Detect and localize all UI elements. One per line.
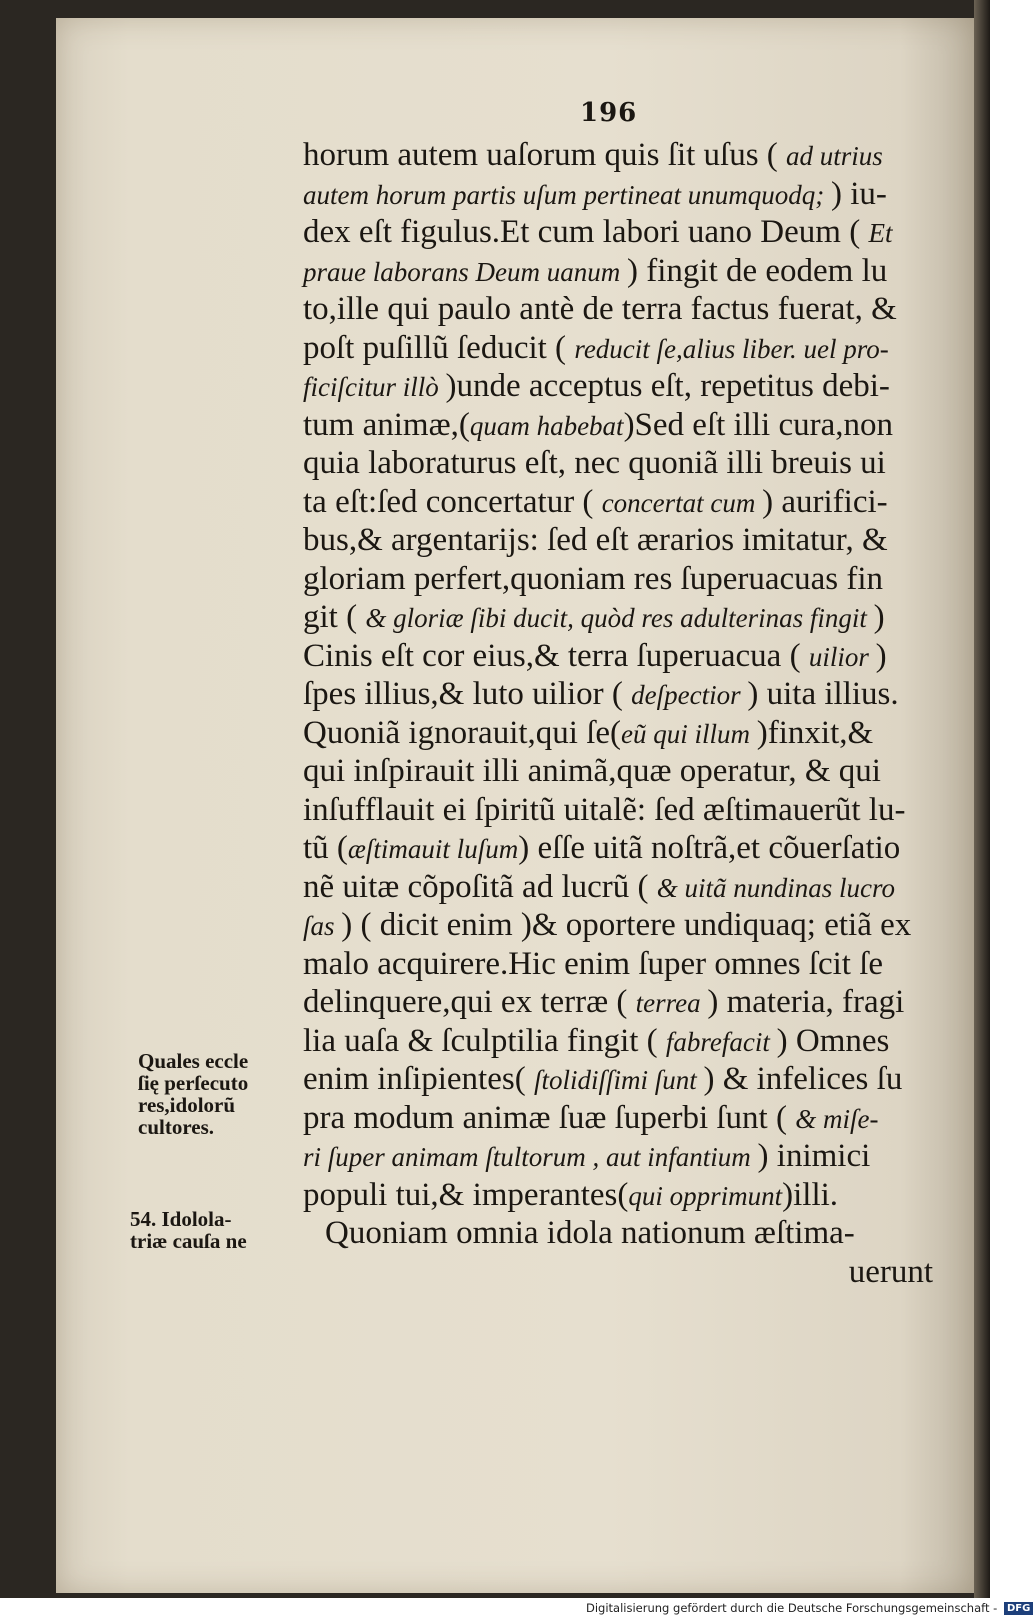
text-line <box>303 675 953 714</box>
margin-note-line: res,idolorũ <box>138 1093 236 1117</box>
text-roman: ) iu- <box>830 175 887 212</box>
text-line <box>303 868 953 907</box>
text-line <box>303 791 953 830</box>
text-line <box>303 213 953 252</box>
margin-note-line: cultores. <box>138 1115 215 1139</box>
margin-note-persecutors <box>138 1050 248 1138</box>
text-gloss-italic: autem horum partis uſum pertineat unumquodq; <box>303 179 831 210</box>
text-roman: inſufflauit ei ſpiritũ uitalẽ: ſed æſtimauerũt lu- <box>303 791 906 828</box>
text-line <box>303 175 953 214</box>
text-roman: poſt puſillũ ſeducit ( <box>303 329 575 366</box>
text-gloss-italic: & miſe- <box>795 1103 879 1134</box>
margin-note-line: Quales eccle <box>138 1049 249 1073</box>
body-text <box>303 136 953 1291</box>
text-line <box>303 483 953 522</box>
text-line <box>303 290 953 329</box>
text-line <box>303 329 953 368</box>
text-roman: enim inſipientes( <box>303 1061 534 1097</box>
page-number: 196 <box>580 98 638 128</box>
text-line <box>303 252 953 291</box>
text-line <box>303 945 953 984</box>
text-roman: ) inimici <box>757 1138 871 1174</box>
text-gloss-italic: quam habebat <box>469 410 624 441</box>
binding-shadow <box>974 0 990 1598</box>
text-line <box>303 1137 953 1176</box>
text-line <box>303 714 953 753</box>
text-roman: quia laboraturus eſt, nec quoniã illi breuis ui <box>303 445 886 481</box>
text-roman: ) <box>873 599 885 635</box>
text-gloss-italic: uilior <box>808 641 876 672</box>
text-line <box>303 1060 953 1099</box>
text-roman: lia uaſa & ſculptilia fingit ( <box>303 1022 666 1059</box>
text-roman: )illi. <box>782 1176 839 1213</box>
text-gloss-italic: qui opprimunt <box>628 1180 783 1211</box>
credit-text: Digitalisierung gefördert durch die Deutsche Forschungsgemeinschaft - <box>586 1601 998 1615</box>
text-line <box>303 367 953 406</box>
text-line <box>303 637 953 676</box>
text-gloss-italic: ſas <box>303 911 342 941</box>
text-line <box>303 1176 953 1215</box>
text-roman: delinquere,qui ex terræ ( <box>303 984 636 1020</box>
text-gloss-italic: praue laborans Deum uanum <box>303 256 627 287</box>
text-roman: to,ille qui paulo antè de terra factus fuerat, & <box>303 291 897 327</box>
text-roman: ) uita illius. <box>747 676 899 712</box>
text-roman: ſpes illius,& luto uilior ( <box>303 676 632 712</box>
text-gloss-italic: ad utrius <box>786 141 883 171</box>
text-gloss-italic: ficiſcitur illò <box>303 372 446 402</box>
text-gloss-italic: & gloriæ ſibi ducit, quòd res adulterinas fingit <box>365 603 874 633</box>
text-roman: nẽ uitæ cõpoſitã ad lucrũ ( <box>303 868 657 905</box>
text-line <box>303 598 953 637</box>
text-gloss-italic: deſpectior <box>631 680 748 710</box>
text-roman: Quoniam omnia idola nationum æſtima- <box>325 1215 855 1251</box>
text-roman: ) Omnes <box>776 1022 890 1059</box>
text-line <box>303 444 953 483</box>
text-line <box>303 406 953 445</box>
text-roman: dex eſt figulus.Et cum labori uano Deum ( <box>303 214 869 250</box>
text-roman: tũ ( <box>303 830 348 866</box>
text-roman: Cinis eſt cor eius,& terra ſuperuacua ( <box>303 637 809 674</box>
text-line <box>303 752 953 791</box>
text-roman: )unde acceptus eſt, repetitus debi- <box>445 368 890 404</box>
text-roman: malo acquirere.Hic enim ſuper omnes ſcit ſe <box>303 945 884 982</box>
text-roman: gloriam perfert,quoniam res ſuperuacuas fin <box>303 560 884 597</box>
digitization-credit <box>586 1599 1031 1617</box>
margin-note-idolatry <box>130 1208 247 1252</box>
dfg-logo: DFG <box>1004 1602 1033 1615</box>
margin-note-line: 54. Idolola- <box>130 1207 232 1231</box>
text-line <box>303 136 953 175</box>
text-gloss-italic: æſtimauit luſum <box>347 834 519 864</box>
text-line <box>303 1022 953 1061</box>
text-line <box>303 521 953 560</box>
text-line <box>303 1214 953 1253</box>
text-roman: ) materia, fragi <box>707 984 905 1020</box>
text-line <box>303 560 953 599</box>
text-roman: ) aurifici- <box>762 483 888 520</box>
text-roman: Quoniã ignorauit,qui ſe( <box>303 714 622 751</box>
text-roman: bus,& argentarijs: ſed eſt ærarios imitatur, & <box>303 522 888 558</box>
text-gloss-italic: reducit ſe,alius liber. uel pro- <box>574 333 889 364</box>
text-gloss-italic: fabrefacit <box>665 1026 777 1057</box>
text-roman: ) eſſe uitã noſtrã,et cõuerſatio <box>518 830 901 866</box>
text-line <box>303 983 953 1022</box>
text-gloss-italic: & uitã nundinas lucro <box>656 872 896 903</box>
text-gloss-italic: eũ qui illum <box>621 718 757 749</box>
text-roman: horum autem uaſorum quis ſit uſus ( <box>303 137 787 173</box>
text-roman: tum animæ,( <box>303 406 470 443</box>
text-gloss-italic: terrea <box>635 988 708 1018</box>
text-roman: git ( <box>303 599 366 635</box>
text-gloss-italic: ſtolidiſſimi ſunt <box>533 1065 704 1095</box>
margin-note-line: ſię perſecuto <box>138 1071 249 1095</box>
text-gloss-italic: concertat cum <box>601 487 763 518</box>
text-line <box>303 906 953 945</box>
text-line <box>303 829 953 868</box>
text-roman: ) & infelices ſu <box>703 1061 903 1097</box>
text-roman: ) ( dicit enim )& oportere undiquaq; etiã ex <box>341 907 912 943</box>
text-roman: )finxit,& <box>756 714 874 751</box>
text-roman: ) <box>875 637 887 674</box>
text-roman: ) fingit de eodem lu <box>627 252 888 289</box>
text-line <box>303 1253 953 1292</box>
text-gloss-italic: Et <box>868 218 893 248</box>
text-gloss-italic: ri ſuper animam ſtultorum , aut infantium <box>303 1142 758 1172</box>
text-roman: populi tui,& imperantes( <box>303 1176 629 1213</box>
text-roman: pra modum animæ ſuæ ſuperbi ſunt ( <box>303 1099 796 1136</box>
margin-note-line: triæ cauſa ne <box>130 1229 247 1253</box>
text-roman: )Sed eſt illi cura,non <box>623 406 893 443</box>
text-roman: qui inſpirauit illi animã,quæ operatur, & qui <box>303 753 881 789</box>
text-roman: uerunt <box>848 1253 933 1290</box>
text-roman: ta eſt:ſed concertatur ( <box>303 483 602 520</box>
text-line <box>303 1099 953 1138</box>
